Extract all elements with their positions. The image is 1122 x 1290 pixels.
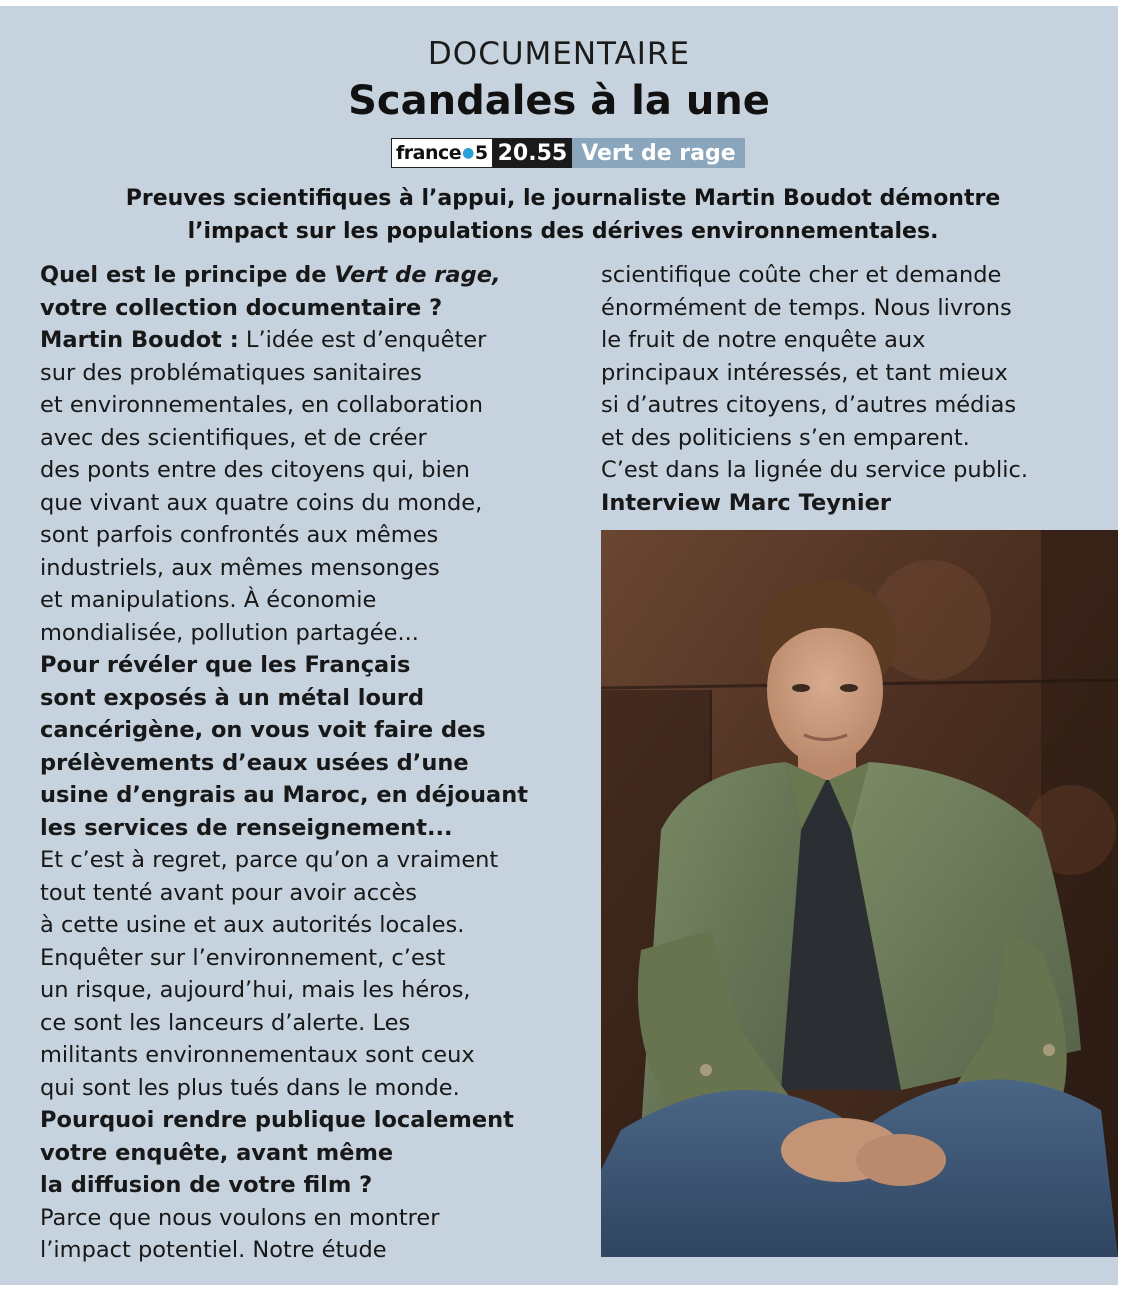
article-headline: Scandales à la une — [348, 78, 770, 124]
article-kicker: DOCUMENTAIRE — [427, 36, 691, 72]
standfirst-line: Preuves scientifiques à l’appui, le journaliste Martin Boudot démontre — [125, 186, 1001, 211]
question-3: Pourquoi rendre publique localement votre enquête, avant même la diffusion de votre film ? — [40, 1107, 514, 1198]
show-title-italic: Vert de rage, — [334, 262, 501, 288]
speaker-name: Martin Boudot : — [40, 327, 239, 353]
right-column — [601, 259, 1113, 519]
standfirst-line: l’impact sur les populations des dérives environnementales. — [187, 219, 939, 244]
show-title: Vert de rage — [572, 138, 744, 168]
channel-logo-dot-icon: ● — [462, 145, 474, 161]
answer-2: Et c’est à regret, parce qu’on a vraiment tout tenté avant pour avoir accès à cette usine et aux autorités locales. Enquêter sur l’environnement, c’est un risque, aujourd’hui, mais les héros, ce sont les lanceurs d’alerte. Les militants environnementaux sont ceux qui sont les plus tués dans le monde. — [40, 847, 499, 1101]
channel-logo — [391, 138, 493, 168]
article-standfirst — [40, 182, 1086, 248]
channel-logo-text: france — [396, 142, 462, 164]
question-2: Pour révéler que les Français sont exposés à un métal lourd cancérigène, on vous voit faire des prélèvements d’eaux usées d’une usine d’engrais au Maroc, en déjouant les services de renseignement... — [40, 652, 528, 841]
question-1: Quel est le principe de Vert de rage, votre collection documentaire ? — [40, 262, 501, 321]
answer-1: Martin Boudot : L’idée est d’enquêter sur des problématiques sanitaires et environnementales, en collaboration avec des scientifiques, et de créer des ponts entre des citoyens qui, bien que vivant aux quatre coins du monde, sont parfois confrontés aux mêmes industriels, aux mêmes mensonges et manipulations. À économie mondialisée, pollution partagée... — [40, 327, 487, 646]
left-column — [40, 259, 578, 1267]
portrait-illustration — [601, 530, 1118, 1257]
portrait-photo — [601, 530, 1118, 1257]
broadcast-info-bar — [391, 138, 745, 168]
channel-logo-number: 5 — [474, 142, 488, 164]
answer-3: Parce que nous voulons en montrer l’impact potentiel. Notre étude — [40, 1204, 440, 1263]
answer-3-continued: scientifique coûte cher et demande énormément de temps. Nous livrons le fruit de notre enquête aux principaux intéressés, et tant mieux si d’autres citoyens, d’autres médias et des politiciens s’en emparent. C’est dans la lignée du service public. — [601, 262, 1028, 483]
broadcast-time: 20.55 — [493, 138, 573, 168]
article-byline: Interview Marc Teynier — [601, 489, 891, 516]
